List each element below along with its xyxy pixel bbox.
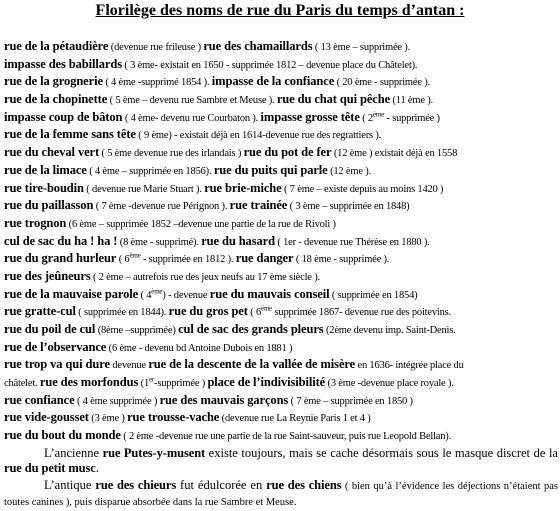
street-name: impasse grosse tête [260, 109, 360, 124]
text-line [4, 162, 558, 180]
street-name: rue brie-miche [204, 180, 282, 195]
street-name: rue de la descente de la vallée de misère [148, 357, 356, 372]
note-text: ( 6 [116, 254, 130, 266]
note-text: ( 7 ème -devenue rue Pérignon ). [93, 201, 230, 213]
street-name: rue du petit musc [4, 461, 96, 476]
text-line [4, 126, 558, 144]
paragraph-putes-y-musent [4, 446, 558, 477]
street-name: rue du bout du monde [4, 428, 121, 443]
street-name: rue de la chopinette [4, 92, 108, 107]
street-name: rue de la femme sans tête [4, 127, 136, 142]
text-line [4, 73, 558, 91]
note-text: ( 9 ème) - existait déjà en 1614-devenue rue des regrattiers ). [135, 130, 382, 142]
note-text: (6 ème - devenu bd Antoine Dubois en 1881 ) [106, 342, 293, 354]
note-text: ( 5 ème devenue rue des irlandais ) [99, 148, 244, 160]
street-name: cul de sac du ha ! ha ! [4, 233, 118, 248]
note-text: ( 7 ème – existe depuis au moins 1420 ) [281, 183, 444, 195]
street-name: rue de la mauvaise parole [4, 286, 139, 301]
ordinal-superscript: ème [372, 110, 385, 119]
note-text: ( 1er - devenue rue Thérèse en 1880 ). [274, 236, 430, 248]
text-line [4, 144, 558, 162]
note-text: -supprimée ) [154, 378, 208, 390]
ordinal-superscript: er [149, 375, 155, 384]
text-line [4, 180, 558, 198]
street-name: rue de la limace [4, 162, 87, 177]
street-name: rue du poil de cul [4, 322, 96, 336]
street-name: rue du chat qui pêche [276, 92, 391, 107]
page-title-text: Florilège des noms de rue du Paris du temps d’antan : [95, 2, 465, 19]
note-text: ( 2 ème – autrefois rue des jeux neufs au 17 ème siècle ). [90, 271, 320, 283]
street-name: impasse coup de bâton [4, 109, 123, 124]
note-text: (2ème devenu imp. Saint-Denis. [323, 325, 456, 336]
ordinal-superscript: ème [151, 286, 163, 295]
street-name: rue trognon [4, 215, 67, 230]
street-name: rue des mauvais garçons [159, 392, 289, 407]
street-name: impasse des babillards [4, 56, 122, 71]
text-line [4, 250, 558, 268]
street-name: rue du hasard [201, 233, 275, 248]
note-text: ( 5 ème – devenu rue Sambre et Meuse ). [107, 95, 277, 107]
note-text: ( 6 [247, 307, 262, 319]
note-text: (6 ème – supprimée 1852 –devenue une partie de la rue de Rivoli ) [66, 218, 336, 230]
street-name: rue tire-boudin [4, 180, 84, 195]
text-line [4, 321, 558, 339]
note-text: - supprimée ) [384, 112, 440, 124]
text-line [4, 91, 558, 109]
text-line [4, 392, 558, 410]
text-line [4, 56, 558, 74]
street-name: rue Putes-y-musent [102, 445, 206, 460]
note-text: ( 20 ème - supprimée ). [334, 77, 430, 89]
text-line [4, 215, 558, 233]
street-name: rue confiance [4, 392, 75, 407]
note-text: L’antique [44, 477, 96, 492]
text-line [4, 38, 558, 56]
note-text: ( 4 ème -supprimé 1854 ). [102, 77, 212, 89]
page-title [0, 1, 560, 21]
note-text: ( bien qu’à l’évidence les déjections n’étaient pas toutes canines ), puis disparue absorbée dans la rue Sambre et Meuse. [4, 480, 558, 509]
note-text: ) - devenue [162, 289, 210, 301]
text-line [4, 233, 558, 251]
note-text: châtelet. [4, 378, 40, 390]
note-text: (8 ème - supprimé). [117, 236, 202, 248]
street-name: rue du gros pet [168, 304, 248, 319]
note-text: ( 2 [359, 112, 373, 124]
text-line [4, 374, 558, 392]
street-name: rue gratte-cul [4, 304, 76, 319]
text-line [4, 197, 558, 215]
note-text: fut édulcorée en [176, 477, 267, 492]
street-name-list [4, 38, 558, 511]
note-text: ( 13 ème – supprimée ). [312, 42, 411, 53]
note-text: (1 [138, 378, 149, 390]
note-text: ( supprimée en 1844). [75, 307, 169, 319]
street-name: rue trainée [229, 198, 288, 213]
ordinal-superscript: ème [261, 304, 273, 313]
note-text: ( 4 [138, 289, 152, 301]
street-name: cul de sac des grands pleurs [178, 322, 324, 336]
note-text: ( devenue rue Marie Stuart ). [83, 183, 205, 195]
text-line [4, 409, 558, 427]
street-name: rue du grand hurleur [4, 251, 117, 266]
street-name: rue vide-gousset [4, 410, 89, 425]
text-line [4, 356, 558, 374]
note-text: (3 ème -devenue place royale ). [325, 378, 454, 390]
street-name: impasse de la confiance [211, 74, 335, 89]
street-name: rue de la grognerie [4, 74, 103, 89]
note-text: ( 7 ème – supprimée en 1850 ) [288, 395, 413, 407]
note-text: (12 ème ) existait déjà en 1558 [331, 148, 458, 160]
note-text: (devenue rue La Reynie Paris 1 et 4 ) [219, 413, 371, 425]
street-name: rue du mauvais conseil [209, 286, 330, 301]
note-text: ( 18 ème - supprimée ). [293, 254, 390, 266]
note-text: (12 ème ). [327, 165, 371, 177]
note-text: existe toujours, mais se cache désormais sous le masque discret de la [205, 445, 558, 460]
text-line [4, 268, 558, 286]
note-text: devenue [109, 360, 149, 372]
street-name: rue du cheval vert [4, 145, 100, 160]
note-text: L’ancienne [44, 445, 103, 460]
ordinal-superscript: ème [129, 251, 141, 260]
street-name: rue des chamaillards [203, 39, 313, 53]
street-name: rue trousse-vache [127, 410, 220, 425]
street-name: rue danger [235, 251, 294, 266]
street-name: rue des chieurs [95, 477, 177, 492]
street-name: rue des chiens [266, 477, 342, 492]
note-text: supprimée 1867- devenue rue des poitevins. [272, 307, 451, 319]
note-text: . [95, 461, 99, 476]
paragraph-chieurs [4, 478, 558, 511]
note-text: ( 4 ème – supprimée en 1856). [86, 165, 214, 177]
street-name: rue de l’observance [4, 339, 107, 354]
note-text: ( supprimée en 1854) [329, 289, 418, 301]
street-name: rue du puits qui parle [213, 162, 328, 177]
note-text: ( 4 ème- devenu rue Courbaton ). [122, 112, 261, 124]
note-text: (8ème –supprimée) [95, 325, 179, 336]
note-text: ( 3 ème – supprimée en 1848) [287, 201, 410, 213]
note-text: - supprimée en 1812 ). [140, 254, 236, 266]
street-name: rue de la pétaudière [4, 39, 109, 53]
note-text: (3 ème ) [88, 413, 128, 425]
street-name: rue des jeûneurs [4, 268, 91, 283]
street-name: rue du paillasson [4, 198, 94, 213]
note-text: ( 3 ème- existait en 1650 - supprimée 1812 – devenue place du Châtelet). [121, 59, 418, 71]
street-name: place de l’indivisibilité [207, 375, 326, 390]
text-line [4, 303, 558, 321]
street-name: rue des morfondus [39, 375, 139, 390]
text-line [4, 427, 558, 445]
text-line [4, 339, 558, 357]
note-text: (devenue rue frileuse ) [108, 42, 204, 53]
street-name: rue trop va qui dure [4, 357, 110, 372]
text-line [4, 286, 558, 304]
note-text: ( 4 ème supprimée ) [74, 395, 160, 407]
note-text: en 1636- intégrée place du [355, 360, 464, 372]
text-line [4, 109, 558, 127]
note-text: ( 2 ème -devenue rue une partie de la rue Saint-sauveur, puis rue Leopold Bellan). [120, 431, 452, 443]
street-name: rue du pot de fer [243, 145, 332, 160]
note-text: (11 ème ). [390, 95, 433, 107]
